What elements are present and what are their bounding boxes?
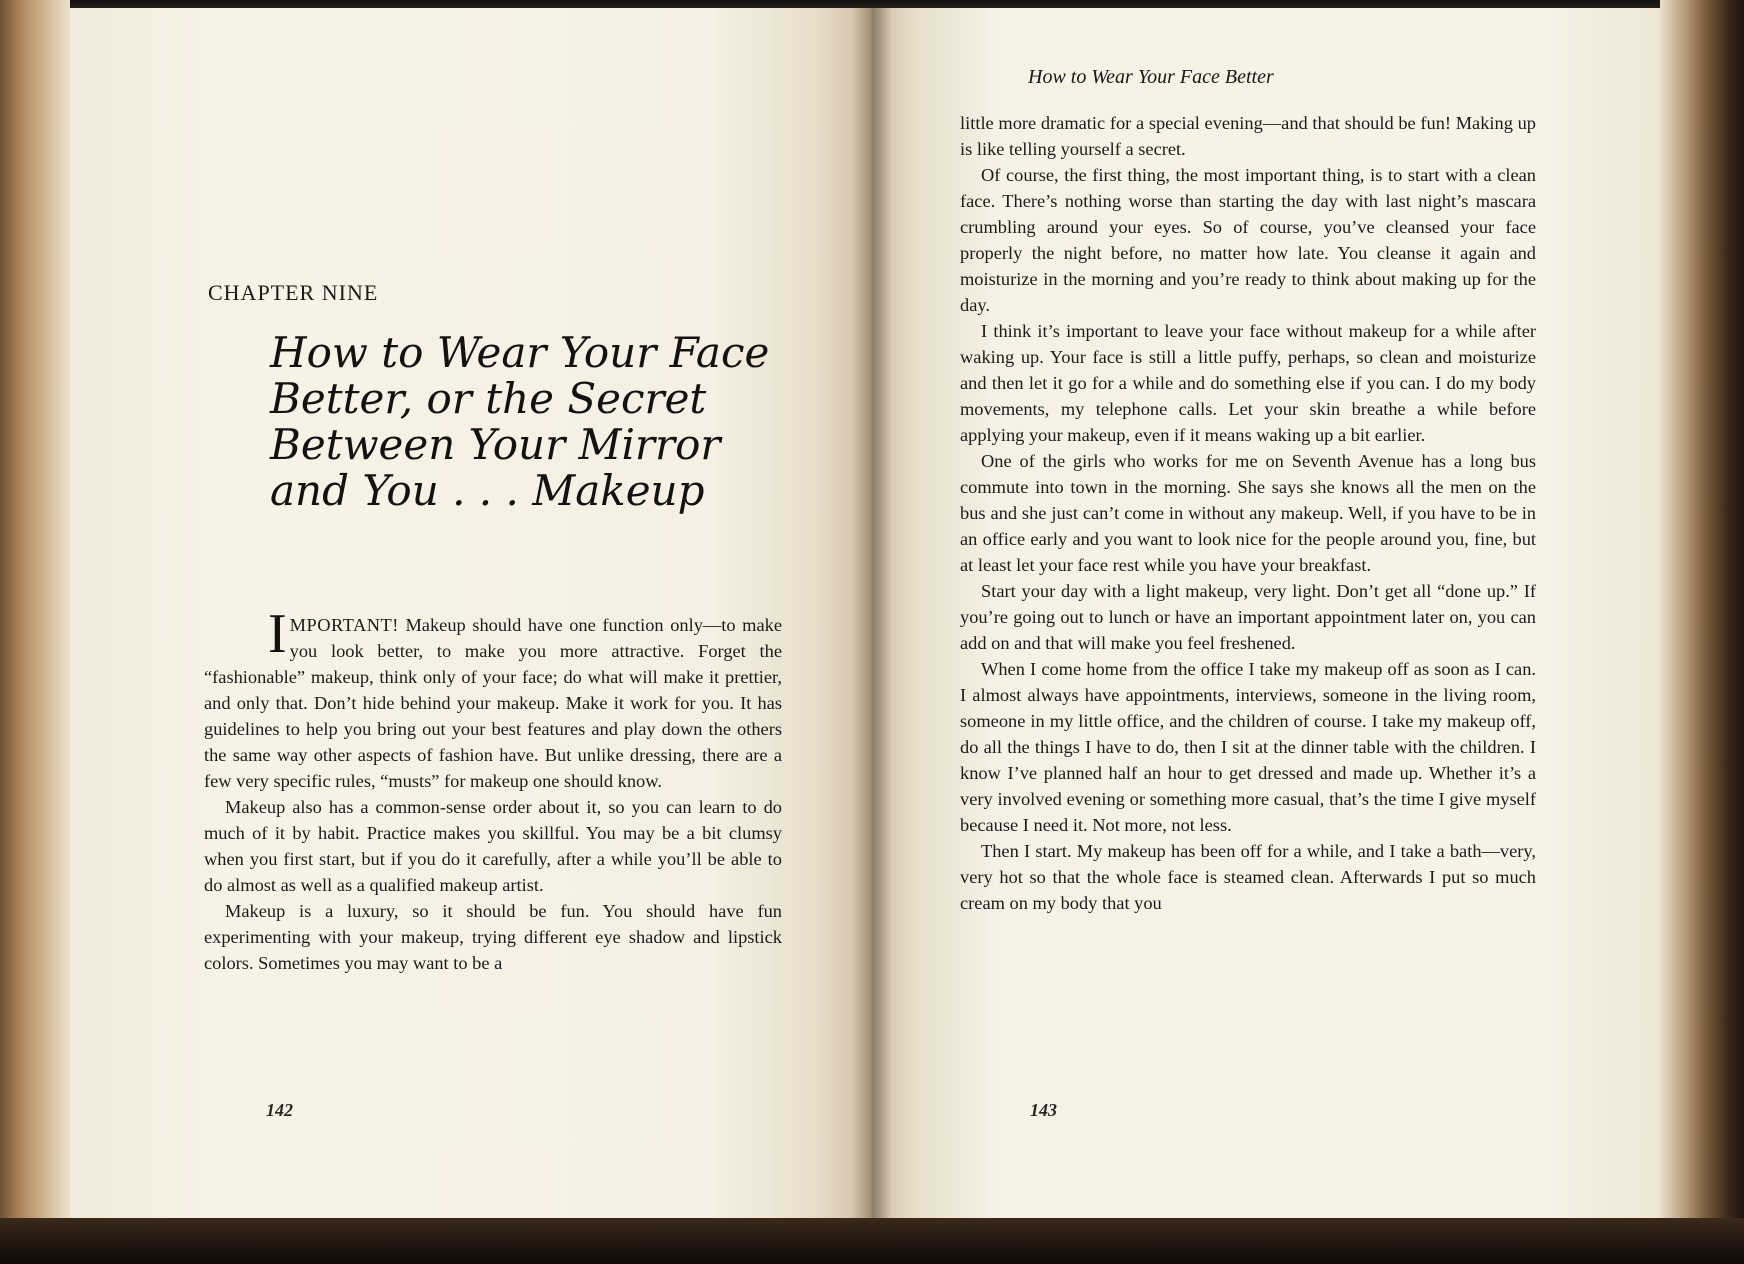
chapter-title-line: and You . . . Makeup (270, 466, 705, 515)
chapter-label: CHAPTER NINE (208, 280, 379, 305)
left-page-edges (0, 0, 70, 1240)
running-head: How to Wear Your Face Better (1028, 66, 1274, 88)
paragraph: Start your day with a light makeup, very light. Don’t get all “done up.” If you’re going out to lunch or have an important appointment later on, you can add on and that will make you feel freshened. (960, 581, 1536, 653)
paragraph: Then I start. My makeup has been off for a while, and I take a bath—very, very hot so that the whole face is steamed clean. Afterwards I put so much cream on my body that you (960, 841, 1536, 913)
page-number-right: 143 (1030, 1100, 1057, 1120)
chapter-title (270, 330, 790, 514)
bottom-edge-shadow (0, 1218, 1744, 1264)
paragraph: Makeup also has a common-sense order about it, so you can learn to do much of it by habit. Practice makes you skillful. You may be a bit clumsy when you first start, but if you do it carefully, after a while you’ll be able to do almost as well as a qualified makeup artist. (204, 797, 782, 895)
paragraph-text: Makeup should have one function only—to make you look better, to make you more attractive. Forget the “fashionable” makeup, think only of your face; do what will make it prettier, and only that. Don’t hide behind your makeup. Make it work for you. It has guidelines to help you bring out your best features and play down the others the same way other aspects of fashion have. But unlike dressing, there are a few very specific rules, “musts” for makeup one should know. (204, 615, 782, 791)
book-gutter (852, 8, 892, 1230)
chapter-title-line: How to Wear Your Face (270, 328, 770, 377)
paragraph: One of the girls who works for me on Seventh Avenue has a long bus commute into town in the morning. She says she knows all the men on the bus and she just can’t come in without any makeup. Well, if you have to be in an office early and you want to look nice for the people around you, fine, but at least let your face rest while you have your breakfast. (960, 451, 1536, 575)
drop-cap: I (268, 603, 287, 665)
paragraph: Makeup is a luxury, so it should be fun. You should have fun experimenting with your makeup, trying different eye shadow and lipstick colors. Sometimes you may want to be a (204, 901, 782, 973)
lead-in: MPORTANT! (289, 615, 399, 635)
opening-paragraph (204, 603, 782, 794)
right-page-edges (1660, 0, 1744, 1240)
chapter-title-line: Between Your Mirror (270, 420, 721, 469)
paragraph: When I come home from the office I take my makeup off as soon as I can. I almost always have appointments, interviews, someone in the living room, someone in my little office, and the children of course. I take my makeup off, do all the things I have to do, then I sit at the dinner table with the children. I know I’ve planned half an hour to get dressed and made up. Whether it’s a very involved evening or something more casual, that’s the time I give myself because I need it. Not more, not less. (960, 659, 1536, 835)
page-number-left: 142 (266, 1100, 293, 1120)
paragraph: Of course, the first thing, the most important thing, is to start with a clean face. There’s nothing worse than starting the day with last night’s mascara crumbling around your eyes. So of course, you’ve cleansed your face properly the night before, no matter how late. You cleanse it again and moisturize in the morning and you’re ready to think about making up for the day. (960, 165, 1536, 315)
right-body-text (960, 110, 1536, 916)
left-body-text (204, 603, 782, 976)
continuation-paragraph: little more dramatic for a special evening—and that should be fun! Making up is like telling yourself a secret. (960, 113, 1536, 159)
chapter-title-line: Better, or the Secret (270, 374, 707, 423)
paragraph: I think it’s important to leave your face without makeup for a while after waking up. Your face is still a little puffy, perhaps, so clean and moisturize and then let it go for a while and do something else if you can. I do my body movements, my telephone calls. Let your skin breathe a while before applying your makeup, even if it means waking up a bit earlier. (960, 321, 1536, 445)
